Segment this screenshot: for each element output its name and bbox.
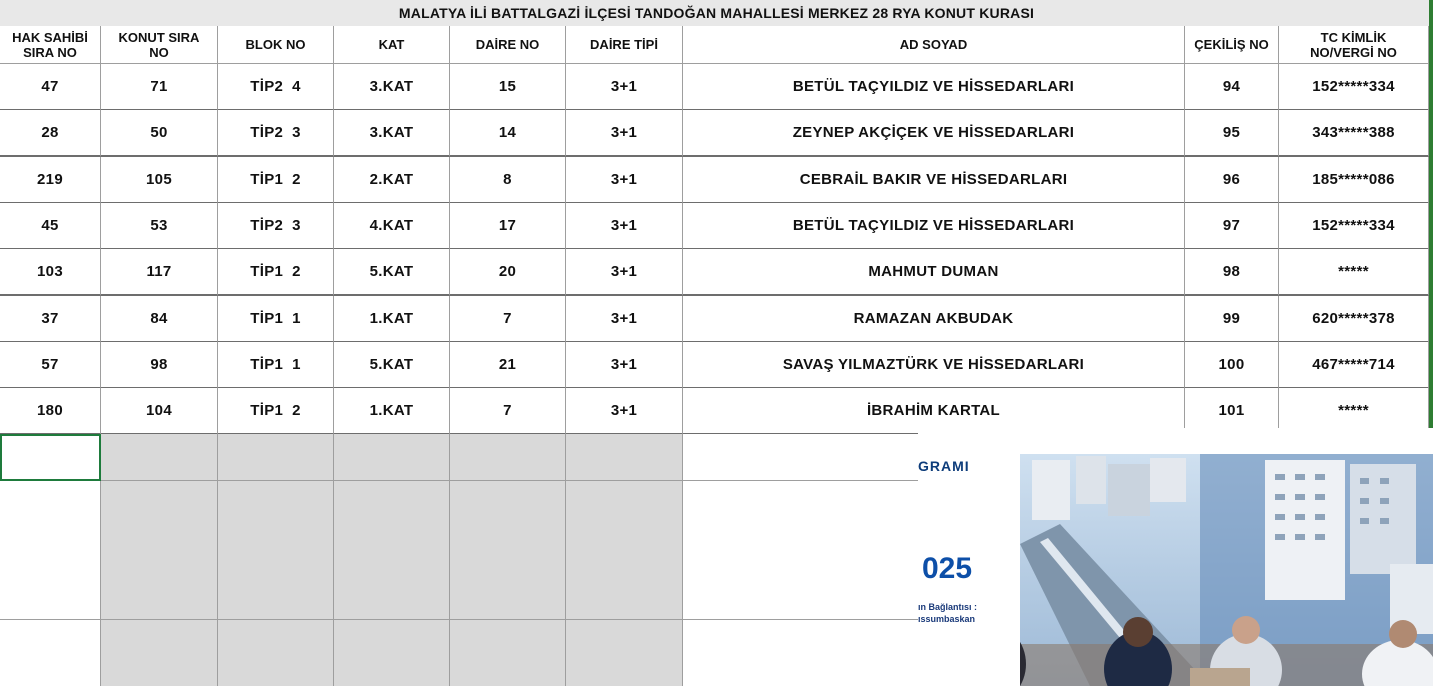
column-header-blok-no: BLOK NO: [218, 26, 334, 64]
cell-daire-no[interactable]: 7: [450, 388, 566, 435]
cell-cekilis-no[interactable]: 98: [1185, 249, 1279, 296]
cell-daire-no[interactable]: 15: [450, 64, 566, 111]
cell-konut-sira-no[interactable]: 84: [101, 296, 218, 343]
cell-cekilis-no[interactable]: 99: [1185, 296, 1279, 343]
empty-cell[interactable]: [566, 481, 683, 528]
empty-cell[interactable]: [101, 666, 218, 686]
empty-cell[interactable]: [334, 666, 450, 686]
cell-hak-sahibi-sira-no[interactable]: 47: [0, 64, 101, 111]
empty-cell[interactable]: [566, 666, 683, 686]
empty-cell[interactable]: [450, 666, 566, 686]
empty-cell[interactable]: [334, 573, 450, 620]
cell-kat[interactable]: 3.KAT: [334, 64, 450, 111]
empty-cell[interactable]: [566, 527, 683, 574]
overlay-year-text: 025: [922, 552, 973, 585]
cell-cekilis-no[interactable]: 94: [1185, 64, 1279, 111]
cell-tc-kimlik-no[interactable]: 152*****334: [1279, 64, 1429, 111]
empty-cell[interactable]: [101, 573, 218, 620]
cell-ad-soyad[interactable]: MAHMUT DUMAN: [683, 249, 1185, 296]
empty-cell[interactable]: [101, 527, 218, 574]
cell-blok-no[interactable]: TİP2 4: [218, 64, 334, 111]
sheet-title: MALATYA İLİ BATTALGAZİ İLÇESİ TANDOĞAN MAHALLESİ MERKEZ 28 RYA KONUT KURASI: [398, 5, 1035, 21]
cell-daire-no[interactable]: 7: [450, 296, 566, 343]
cell-tc-kimlik-no[interactable]: 185*****086: [1279, 157, 1429, 204]
cell-hak-sahibi-sira-no[interactable]: 180: [0, 388, 101, 435]
empty-cell[interactable]: [334, 481, 450, 528]
cell-daire-no[interactable]: 8: [450, 157, 566, 204]
cell-daire-tipi[interactable]: 3+1: [566, 342, 683, 389]
cell-daire-no[interactable]: 21: [450, 342, 566, 389]
empty-cell[interactable]: [450, 434, 566, 481]
cell-tc-kimlik-no[interactable]: *****: [1279, 388, 1429, 435]
empty-cell[interactable]: [566, 620, 683, 667]
column-header-tc-kimlik-no: TC KİMLİK NO/VERGİ NO: [1279, 26, 1429, 64]
cell-kat[interactable]: 3.KAT: [334, 110, 450, 157]
video-overlay: [918, 428, 1433, 686]
cell-daire-tipi[interactable]: 3+1: [566, 157, 683, 204]
cell-ad-soyad[interactable]: CEBRAİL BAKIR VE HİSSEDARLARI: [683, 157, 1185, 204]
column-header-cekilis-no: ÇEKİLİŞ NO: [1185, 26, 1279, 64]
cell-blok-no[interactable]: TİP1 2: [218, 157, 334, 204]
cell-konut-sira-no[interactable]: 104: [101, 388, 218, 435]
cell-tc-kimlik-no[interactable]: 620*****378: [1279, 296, 1429, 343]
column-header-kat: KAT: [334, 26, 450, 64]
empty-cell[interactable]: [334, 434, 450, 481]
empty-cell[interactable]: [450, 573, 566, 620]
cell-kat[interactable]: 5.KAT: [334, 342, 450, 389]
cell-konut-sira-no[interactable]: 105: [101, 157, 218, 204]
cell-blok-no[interactable]: TİP2 3: [218, 203, 334, 250]
empty-cell[interactable]: [218, 434, 334, 481]
cell-cekilis-no[interactable]: 100: [1185, 342, 1279, 389]
overlay-program-text: GRAMI: [918, 458, 970, 474]
selected-cell[interactable]: [0, 434, 101, 481]
cell-daire-no[interactable]: 17: [450, 203, 566, 250]
empty-cell[interactable]: [218, 527, 334, 574]
cell-daire-tipi[interactable]: 3+1: [566, 203, 683, 250]
cell-kat[interactable]: 2.KAT: [334, 157, 450, 204]
cell-tc-kimlik-no[interactable]: 152*****334: [1279, 203, 1429, 250]
cell-ad-soyad[interactable]: SAVAŞ YILMAZTÜRK VE HİSSEDARLARI: [683, 342, 1185, 389]
cell-daire-tipi[interactable]: 3+1: [566, 249, 683, 296]
cell-blok-no[interactable]: TİP1 2: [218, 249, 334, 296]
cell-daire-no[interactable]: 20: [450, 249, 566, 296]
empty-cell[interactable]: [101, 620, 218, 667]
cell-konut-sira-no[interactable]: 50: [101, 110, 218, 157]
empty-cell[interactable]: [101, 481, 218, 528]
cell-hak-sahibi-sira-no[interactable]: 103: [0, 249, 101, 296]
cell-ad-soyad[interactable]: İBRAHİM KARTAL: [683, 388, 1185, 435]
cell-konut-sira-no[interactable]: 71: [101, 64, 218, 111]
cell-cekilis-no[interactable]: 96: [1185, 157, 1279, 204]
empty-cell[interactable]: [0, 573, 101, 620]
empty-cell[interactable]: [450, 481, 566, 528]
column-header-daire-tipi: DAİRE TİPİ: [566, 26, 683, 64]
overlay-link-label: ın Bağlantısı :: [918, 602, 978, 612]
column-header-hak-sahibi-sira-no: HAK SAHİBİ SIRA NO: [0, 26, 101, 64]
title-bar: [0, 0, 1433, 27]
empty-cell[interactable]: [0, 666, 101, 686]
cell-daire-no[interactable]: 14: [450, 110, 566, 157]
cell-cekilis-no[interactable]: 97: [1185, 203, 1279, 250]
empty-cell[interactable]: [334, 527, 450, 574]
column-header-konut-sira-no: KONUT SIRA NO: [101, 26, 218, 64]
cell-tc-kimlik-no[interactable]: 467*****714: [1279, 342, 1429, 389]
cell-blok-no[interactable]: TİP1 1: [218, 296, 334, 343]
empty-cell[interactable]: [334, 620, 450, 667]
cell-cekilis-no[interactable]: 101: [1185, 388, 1279, 435]
cell-hak-sahibi-sira-no[interactable]: 219: [0, 157, 101, 204]
cell-ad-soyad[interactable]: RAMAZAN AKBUDAK: [683, 296, 1185, 343]
cell-tc-kimlik-no[interactable]: 343*****388: [1279, 110, 1429, 157]
cell-hak-sahibi-sira-no[interactable]: 37: [0, 296, 101, 343]
cell-ad-soyad[interactable]: BETÜL TAÇYILDIZ VE HİSSEDARLARI: [683, 64, 1185, 111]
cell-cekilis-no[interactable]: 95: [1185, 110, 1279, 157]
cell-daire-tipi[interactable]: 3+1: [566, 110, 683, 157]
empty-cell[interactable]: [218, 620, 334, 667]
cell-kat[interactable]: 1.KAT: [334, 388, 450, 435]
overlay-link-text: ıssumbaskan: [918, 614, 976, 624]
cell-blok-no[interactable]: TİP2 3: [218, 110, 334, 157]
empty-cell[interactable]: [450, 527, 566, 574]
cell-konut-sira-no[interactable]: 117: [101, 249, 218, 296]
empty-cell[interactable]: [101, 434, 218, 481]
empty-cell[interactable]: [0, 620, 101, 667]
empty-cell[interactable]: [0, 481, 101, 528]
cell-kat[interactable]: 1.KAT: [334, 296, 450, 343]
empty-cell[interactable]: [218, 573, 334, 620]
empty-cell[interactable]: [0, 527, 101, 574]
column-header-ad-soyad: AD SOYAD: [683, 26, 1185, 64]
empty-cell[interactable]: [566, 573, 683, 620]
cell-blok-no[interactable]: TİP1 1: [218, 342, 334, 389]
cell-kat[interactable]: 5.KAT: [334, 249, 450, 296]
cell-kat[interactable]: 4.KAT: [334, 203, 450, 250]
column-header-daire-no: DAİRE NO: [450, 26, 566, 64]
cell-konut-sira-no[interactable]: 53: [101, 203, 218, 250]
empty-cell[interactable]: [566, 434, 683, 481]
cell-ad-soyad[interactable]: BETÜL TAÇYILDIZ VE HİSSEDARLARI: [683, 203, 1185, 250]
cell-hak-sahibi-sira-no[interactable]: 45: [0, 203, 101, 250]
cell-blok-no[interactable]: TİP1 2: [218, 388, 334, 435]
cell-ad-soyad[interactable]: ZEYNEP AKÇİÇEK VE HİSSEDARLARI: [683, 110, 1185, 157]
cell-daire-tipi[interactable]: 3+1: [566, 388, 683, 435]
empty-cell[interactable]: [218, 666, 334, 686]
empty-cell[interactable]: [450, 620, 566, 667]
empty-cell[interactable]: [218, 481, 334, 528]
cell-hak-sahibi-sira-no[interactable]: 57: [0, 342, 101, 389]
cell-daire-tipi[interactable]: 3+1: [566, 296, 683, 343]
video-scene-image: [1020, 454, 1433, 686]
cell-hak-sahibi-sira-no[interactable]: 28: [0, 110, 101, 157]
cell-tc-kimlik-no[interactable]: *****: [1279, 249, 1429, 296]
cell-daire-tipi[interactable]: 3+1: [566, 64, 683, 111]
cell-konut-sira-no[interactable]: 98: [101, 342, 218, 389]
